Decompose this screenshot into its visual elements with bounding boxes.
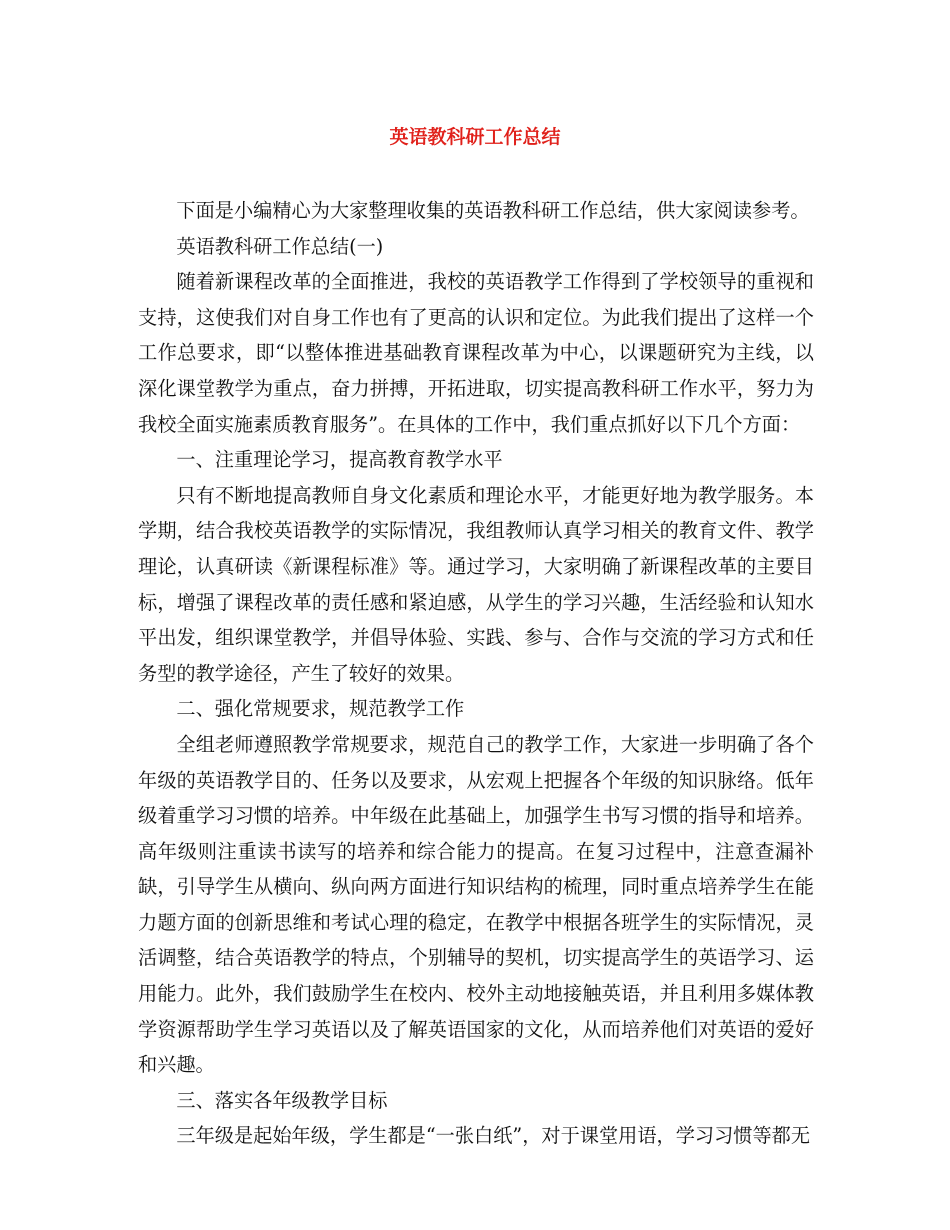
section-heading: 一、注重理论学习，提高教育教学水平 — [176, 448, 503, 472]
body-paragraph: 随着新课程改革的全面推进，我校的英语教学工作得到了学校领导的重视和支持，这使我们对自身工作也有了更高的认识和定位。为此我们提出了这样一个工作总要求，即“以整体推进基础教育课程改革为中心，以课题研究为主线，以深化课堂教学为重点，奋力拼搏，开拓进取，切实提高教科研工作水平，努力为我校全面实施素质教育服务”。在具体的工作中，我们重点抓好以下几个方面： — [138, 270, 814, 436]
body-paragraph: 只有不断地提高教师自身文化素质和理论水平，才能更好地为教学服务。本学期，结合我校英语教学的实际情况，我组教师认真学习相关的教育文件、教学理论，认真研读《新课程标准》等。通过学习，大家明确了新课程改革的主要目标，增强了课程改革的责任感和紧迫感，从学生的学习兴趣，生活经验和认知水平出发，组织课堂教学，并倡导体验、实践、参与、合作与交流的学习方式和任务型的教学途径，产生了较好的效果。 — [138, 483, 814, 685]
section-heading: 英语教科研工作总结(一) — [176, 234, 384, 258]
body-paragraph: 全组老师遵照教学常规要求，规范自己的教学工作，大家进一步明确了各个年级的英语教学目的、任务以及要求，从宏观上把握各个年级的知识脉络。低年级着重学习习惯的培养。中年级在此基础上，加强学生书写习惯的指导和培养。高年级则注重读书读写的培养和综合能力的提高。在复习过程中，注意查漏补缺，引导学生从横向、纵向两方面进行知识结构的梳理，同时重点培养学生在能力题方面的创新思维和考试心理的稳定，在教学中根据各班学生的实际情况，灵活调整，结合英语教学的特点，个别辅导的契机，切实提高学生的英语学习、运用能力。此外，我们鼓励学生在校内、校外主动地接触英语，并且利用多媒体教学资源帮助学生学习英语以及了解英语国家的文化，从而培养他们对英语的爱好和兴趣。 — [138, 732, 814, 1077]
section-heading: 二、强化常规要求，规范教学工作 — [176, 697, 465, 721]
section-heading: 三、落实各年级教学目标 — [176, 1088, 388, 1112]
body-paragraph: 三年级是起始年级，学生都是“一张白纸”，对于课堂用语，学习习惯等都无 — [176, 1124, 811, 1148]
document-body — [138, 193, 814, 1154]
document-title: 英语教科研工作总结 — [389, 126, 561, 148]
intro-paragraph: 下面是小编精心为大家整理收集的英语教科研工作总结，供大家阅读参考。 — [176, 199, 810, 222]
